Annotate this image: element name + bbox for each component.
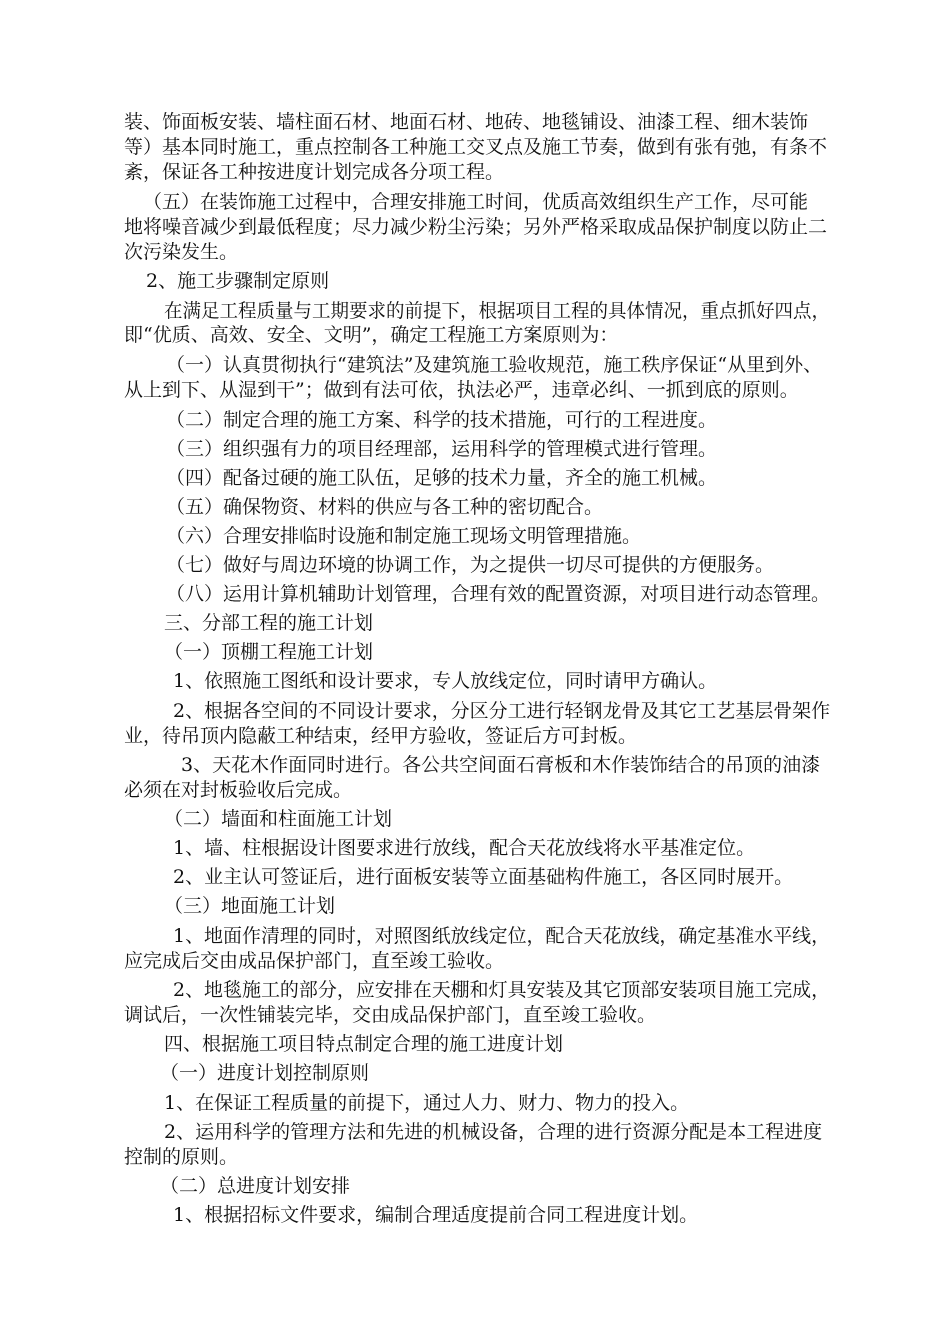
subsection-heading: （一）顶棚工程施工计划 (164, 641, 374, 663)
list-item: （四）配备过硬的施工队伍，足够的技术力量，齐全的施工机械。 (166, 467, 718, 489)
text-line: 2、业主认可签证后，进行面板安装等立面基础构件施工，各区同时展开。 (173, 866, 794, 888)
text-line: 次污染发生。 (124, 241, 239, 263)
list-item: （二）制定合理的施工方案、科学的技术措施，可行的工程进度。 (166, 409, 718, 431)
text-line: 等）基本同时施工，重点控制各工种施工交叉点及施工节奏，做到有张有弛，有条不 (124, 136, 828, 158)
text-line: 2、运用科学的管理方法和先进的机械设备，合理的进行资源分配是本工程进度 (164, 1121, 823, 1143)
subsection-heading: （三）地面施工计划 (164, 895, 336, 917)
text-line: 2、地毯施工的部分，应安排在天棚和灯具安装及其它顶部安装项目施工完成， (173, 979, 831, 1001)
list-item: （三）组织强有力的项目经理部，运用科学的管理模式进行管理。 (166, 438, 718, 460)
section-heading: 2、施工步骤制定原则 (146, 270, 330, 292)
text-line: 2、根据各空间的不同设计要求，分区分工进行轻钢龙骨及其它工艺基层骨架作 (173, 700, 831, 722)
subsection-heading: （一）进度计划控制原则 (160, 1062, 370, 1084)
text-line: 紊，保证各工种按进度计划完成各分项工程。 (124, 161, 505, 183)
text-line: 地将噪音减少到最低程度；尽力减少粉尘污染；另外严格采取成品保护制度以防止二 (124, 216, 828, 238)
text-line: 1、墙、柱根据设计图要求进行放线，配合天花放线将水平基准定位。 (173, 837, 756, 859)
section-heading: 四、根据施工项目特点制定合理的施工进度计划 (164, 1033, 564, 1055)
text-line: 在满足工程质量与工期要求的前提下，根据项目工程的具体情况，重点抓好四点， (164, 300, 831, 322)
text-line: 从上到下、从湿到干”；做到有法可依，执法必严，违章必纠、一抓到底的原则。 (124, 379, 799, 401)
text-line: 即“优质、高效、安全、文明”，确定工程施工方案原则为： (124, 324, 619, 346)
list-item: （七）做好与周边环境的协调工作，为之提供一切尽可提供的方便服务。 (166, 554, 775, 576)
text-line: 控制的原则。 (124, 1146, 239, 1168)
text-line: 应完成后交由成品保护部门，直至竣工验收。 (124, 950, 505, 972)
text-line: （一）认真贯彻执行“建筑法”及建筑施工验收规范，施工秩序保证“从里到外、 (166, 354, 823, 376)
list-item: （八）运用计算机辅助计划管理，合理有效的配置资源，对项目进行动态管理。 (166, 583, 831, 605)
text-line: 调试后，一次性铺装完毕，交由成品保护部门，直至竣工验收。 (124, 1004, 657, 1026)
section-heading: 三、分部工程的施工计划 (164, 612, 374, 634)
text-line: 3、天花木作面同时进行。各公共空间面石膏板和木作装饰结合的吊顶的油漆 (181, 754, 821, 776)
text-line: 1、根据招标文件要求，编制合理适度提前合同工程进度计划。 (173, 1204, 699, 1226)
text-line: 1、依照施工图纸和设计要求，专人放线定位，同时请甲方确认。 (173, 670, 718, 692)
text-line: （五）在装饰施工过程中，合理安排施工时间，优质高效组织生产工作，尽可能 (143, 191, 809, 213)
list-item: （五）确保物资、材料的供应与各工种的密切配合。 (166, 496, 604, 518)
subsection-heading: （二）总进度计划安排 (160, 1175, 351, 1197)
text-line: 装、饰面板安装、墙柱面石材、地面石材、地砖、地毯铺设、油漆工程、细木装饰 (124, 111, 809, 133)
text-line: 1、地面作清理的同时，对照图纸放线定位，配合天花放线，确定基准水平线， (173, 925, 831, 947)
subsection-heading: （二）墙面和柱面施工计划 (164, 808, 393, 830)
list-item: （六）合理安排临时设施和制定施工现场文明管理措施。 (166, 525, 642, 547)
text-line: 必须在对封板验收后完成。 (124, 779, 353, 801)
text-line: 1、在保证工程质量的前提下，通过人力、财力、物力的投入。 (164, 1092, 690, 1114)
text-line: 业，待吊顶内隐蔽工种结束，经甲方验收，签证后方可封板。 (124, 725, 638, 747)
